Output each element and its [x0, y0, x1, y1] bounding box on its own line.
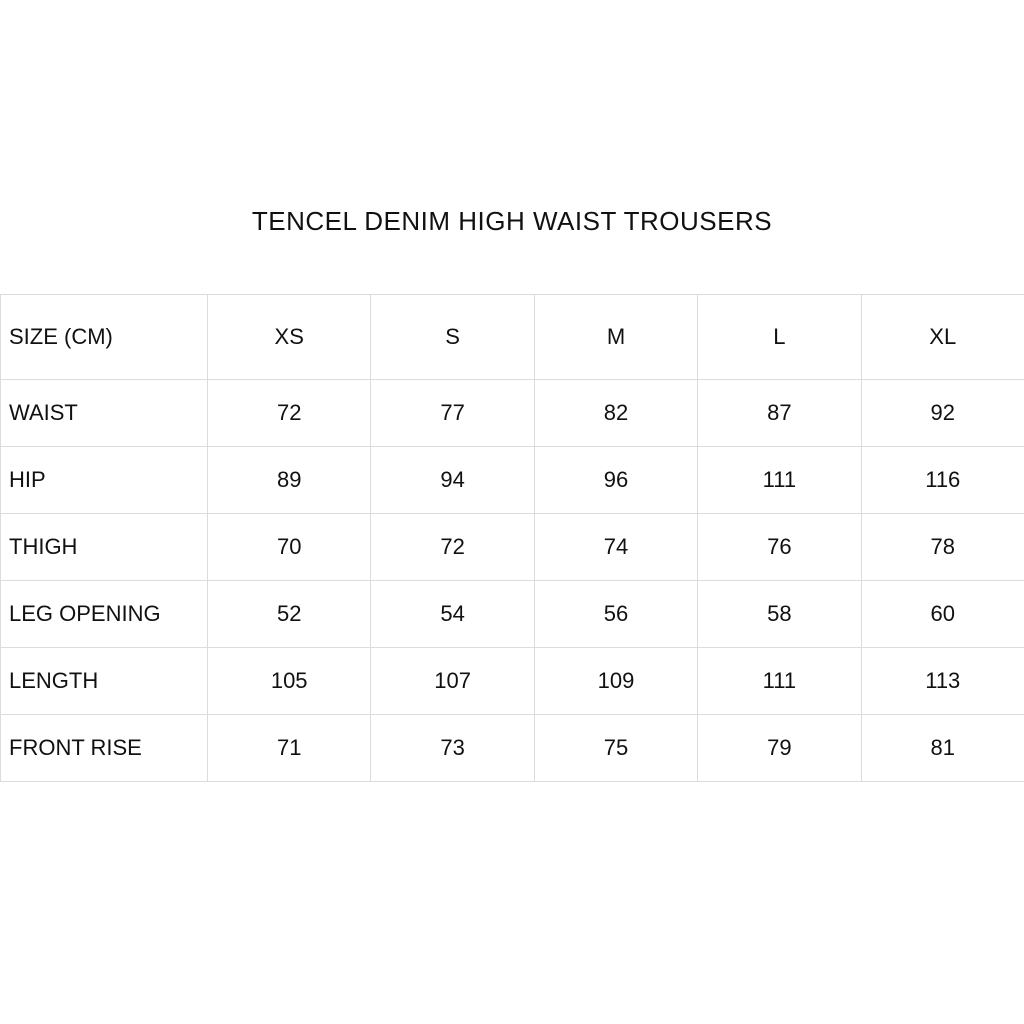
- table-cell: 111: [698, 447, 861, 514]
- header-cell-m: M: [534, 295, 697, 380]
- size-chart-table: [0, 294, 1024, 782]
- table-cell: 75: [534, 715, 697, 782]
- table-cell: 70: [208, 514, 371, 581]
- table-cell: 94: [371, 447, 534, 514]
- table-cell: 74: [534, 514, 697, 581]
- table-cell: 71: [208, 715, 371, 782]
- table-cell: 111: [698, 648, 861, 715]
- table-cell: 77: [371, 380, 534, 447]
- table-cell: 116: [861, 447, 1024, 514]
- table-cell: 60: [861, 581, 1024, 648]
- table-header-row: [1, 295, 1024, 380]
- row-label: HIP: [1, 447, 208, 514]
- row-label: FRONT RISE: [1, 715, 208, 782]
- table-cell: 56: [534, 581, 697, 648]
- table-cell: 72: [371, 514, 534, 581]
- table-cell: 79: [698, 715, 861, 782]
- table-cell: 58: [698, 581, 861, 648]
- table-cell: 109: [534, 648, 697, 715]
- table-cell: 78: [861, 514, 1024, 581]
- table-row: [1, 715, 1024, 782]
- table-cell: 73: [371, 715, 534, 782]
- row-label: LENGTH: [1, 648, 208, 715]
- table-row: [1, 380, 1024, 447]
- header-cell-size: SIZE (CM): [1, 295, 208, 380]
- table-cell: 107: [371, 648, 534, 715]
- table-cell: 72: [208, 380, 371, 447]
- header-cell-xs: XS: [208, 295, 371, 380]
- table-cell: 92: [861, 380, 1024, 447]
- row-label: WAIST: [1, 380, 208, 447]
- table-cell: 96: [534, 447, 697, 514]
- table-cell: 87: [698, 380, 861, 447]
- header-cell-xl: XL: [861, 295, 1024, 380]
- row-label: THIGH: [1, 514, 208, 581]
- table-cell: 81: [861, 715, 1024, 782]
- header-cell-l: L: [698, 295, 861, 380]
- table-row: [1, 581, 1024, 648]
- table-cell: 82: [534, 380, 697, 447]
- table-row: [1, 447, 1024, 514]
- row-label: LEG OPENING: [1, 581, 208, 648]
- table-row: [1, 648, 1024, 715]
- table-cell: 52: [208, 581, 371, 648]
- table-cell: 89: [208, 447, 371, 514]
- table-cell: 54: [371, 581, 534, 648]
- header-cell-s: S: [371, 295, 534, 380]
- table-cell: 76: [698, 514, 861, 581]
- table-cell: 113: [861, 648, 1024, 715]
- table-row: [1, 514, 1024, 581]
- table-cell: 105: [208, 648, 371, 715]
- page-title: TENCEL DENIM HIGH WAIST TROUSERS: [251, 206, 773, 236]
